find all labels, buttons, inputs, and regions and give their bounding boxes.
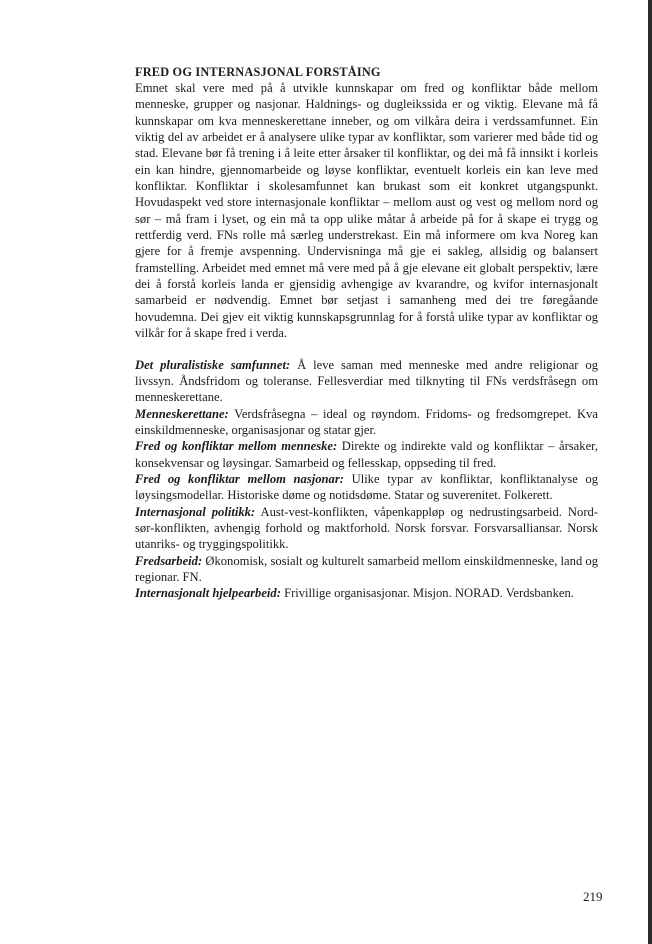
topic-item	[135, 504, 598, 553]
topic-title: Fred og konfliktar mellom nasjonar:	[135, 471, 344, 486]
topic-title: Menneskerettane:	[135, 406, 229, 421]
topic-text: Frivillige organisasjonar. Misjon. NORAD. Verdsbanken.	[284, 586, 574, 601]
topic-title: Fred og konfliktar mellom menneske:	[135, 439, 338, 454]
intro-paragraph: Emnet skal vere med på å utvikle kunnskapar om fred og konfliktar både mellom menneske, grupper og nasjonar. Haldnings- og dugleikssida er og viktig. Elevane må få kunnskapar om kva menneskerettane inneber, og om vilkåra deira i verdssamfunnet. Ein viktig del av arbeidet er å analysere ulike typar av konfliktar, som varierer med både tid og stad. Elevane bør få trening i å leite etter årsaker til konfliktar, og dei må få innsikt i korleis ein kan hindre, gjennomarbeide og løyse konfliktar, eventuelt korleis ein kan leve med konfliktar. Konfliktar i skolesamfunnet kan brukast som eit konkret utgangspunkt. Hovudaspekt ved store internasjonale konfliktar – mellom aust og vest og mellom nord og sør – må fram i lyset, og ein må ta opp ulike måtar å arbeide på for å skape ei trygg og rettferdig verd. FNs rolle må særleg understrekast. Ein må informere om kva Noreg kan gjere for å fremje avspenning. Undervisninga må gje ei sakleg, allsidig og balansert framstelling. Arbeidet med emnet må vere med på å gje elevane eit globalt perspektiv, lære dei å forstå korleis landa er gjensidig avhengige av kvarandre, og kvifor internasjonalt samarbeid er nødvendig. Emnet bør setjast i samanheng med dei tre føregåande hovudemna. Dei gjev eit viktig kunnskapsgrunnlag for å forstå ulike typar av konfliktar og vilkår for å skape fred i verda.	[135, 81, 598, 341]
topic-item	[135, 585, 598, 601]
topic-title: Det pluralistiske samfunnet:	[135, 357, 291, 372]
topic-item	[135, 471, 598, 504]
topic-text: Direkte og indirekte vald og konfliktar – årsaker, konsekvensar og løysingar. Samarbeid og fellesskap, oppseding til fred.	[135, 439, 598, 470]
topic-title: Internasjonalt hjelpearbeid:	[135, 586, 281, 601]
page-edge	[648, 0, 652, 944]
page-content	[135, 64, 598, 602]
topic-title: Internasjonal politikk:	[135, 504, 256, 519]
topic-list	[135, 357, 598, 602]
topic-title: Fredsarbeid:	[135, 553, 203, 568]
section-heading: FRED OG INTERNASJONAL FORSTÅING	[135, 65, 381, 79]
topic-item	[135, 406, 598, 439]
topic-item	[135, 438, 598, 471]
topic-text: Økonomisk, sosialt og kulturelt samarbeid mellom einskildmenneske, land og regionar. FN.	[135, 553, 599, 584]
topic-item	[135, 357, 598, 406]
topic-item	[135, 553, 598, 586]
topic-text: Ulike typar av konfliktar, konfliktanalyse og løysingsmodellar. Historiske døme og notidsdøme. Statar og suverenitet. Folkerett.	[135, 471, 599, 503]
topic-text: Verdsfråsegna – ideal og røyndom. Fridoms- og fredsomgrepet. Kva einskildmenneske, organisasjonar og statar gjer.	[135, 406, 598, 437]
topic-text: Å leve saman med menneske med andre religionar og livssyn. Åndsfridom og toleranse. Fellesverdiar med tilknyting til FNs verdsfråsegn om menneskerettane.	[135, 357, 599, 405]
page-number: 219	[583, 889, 603, 904]
topic-text: Aust-vest-konflikten, våpenkappløp og nedrustingsarbeid. Nord-sør-konflikten, avhengig forhold og maktforhold. Norsk forsvar. Forsvarsalliansar. Norsk utanriks- og tryggingspolitikk.	[135, 504, 598, 552]
